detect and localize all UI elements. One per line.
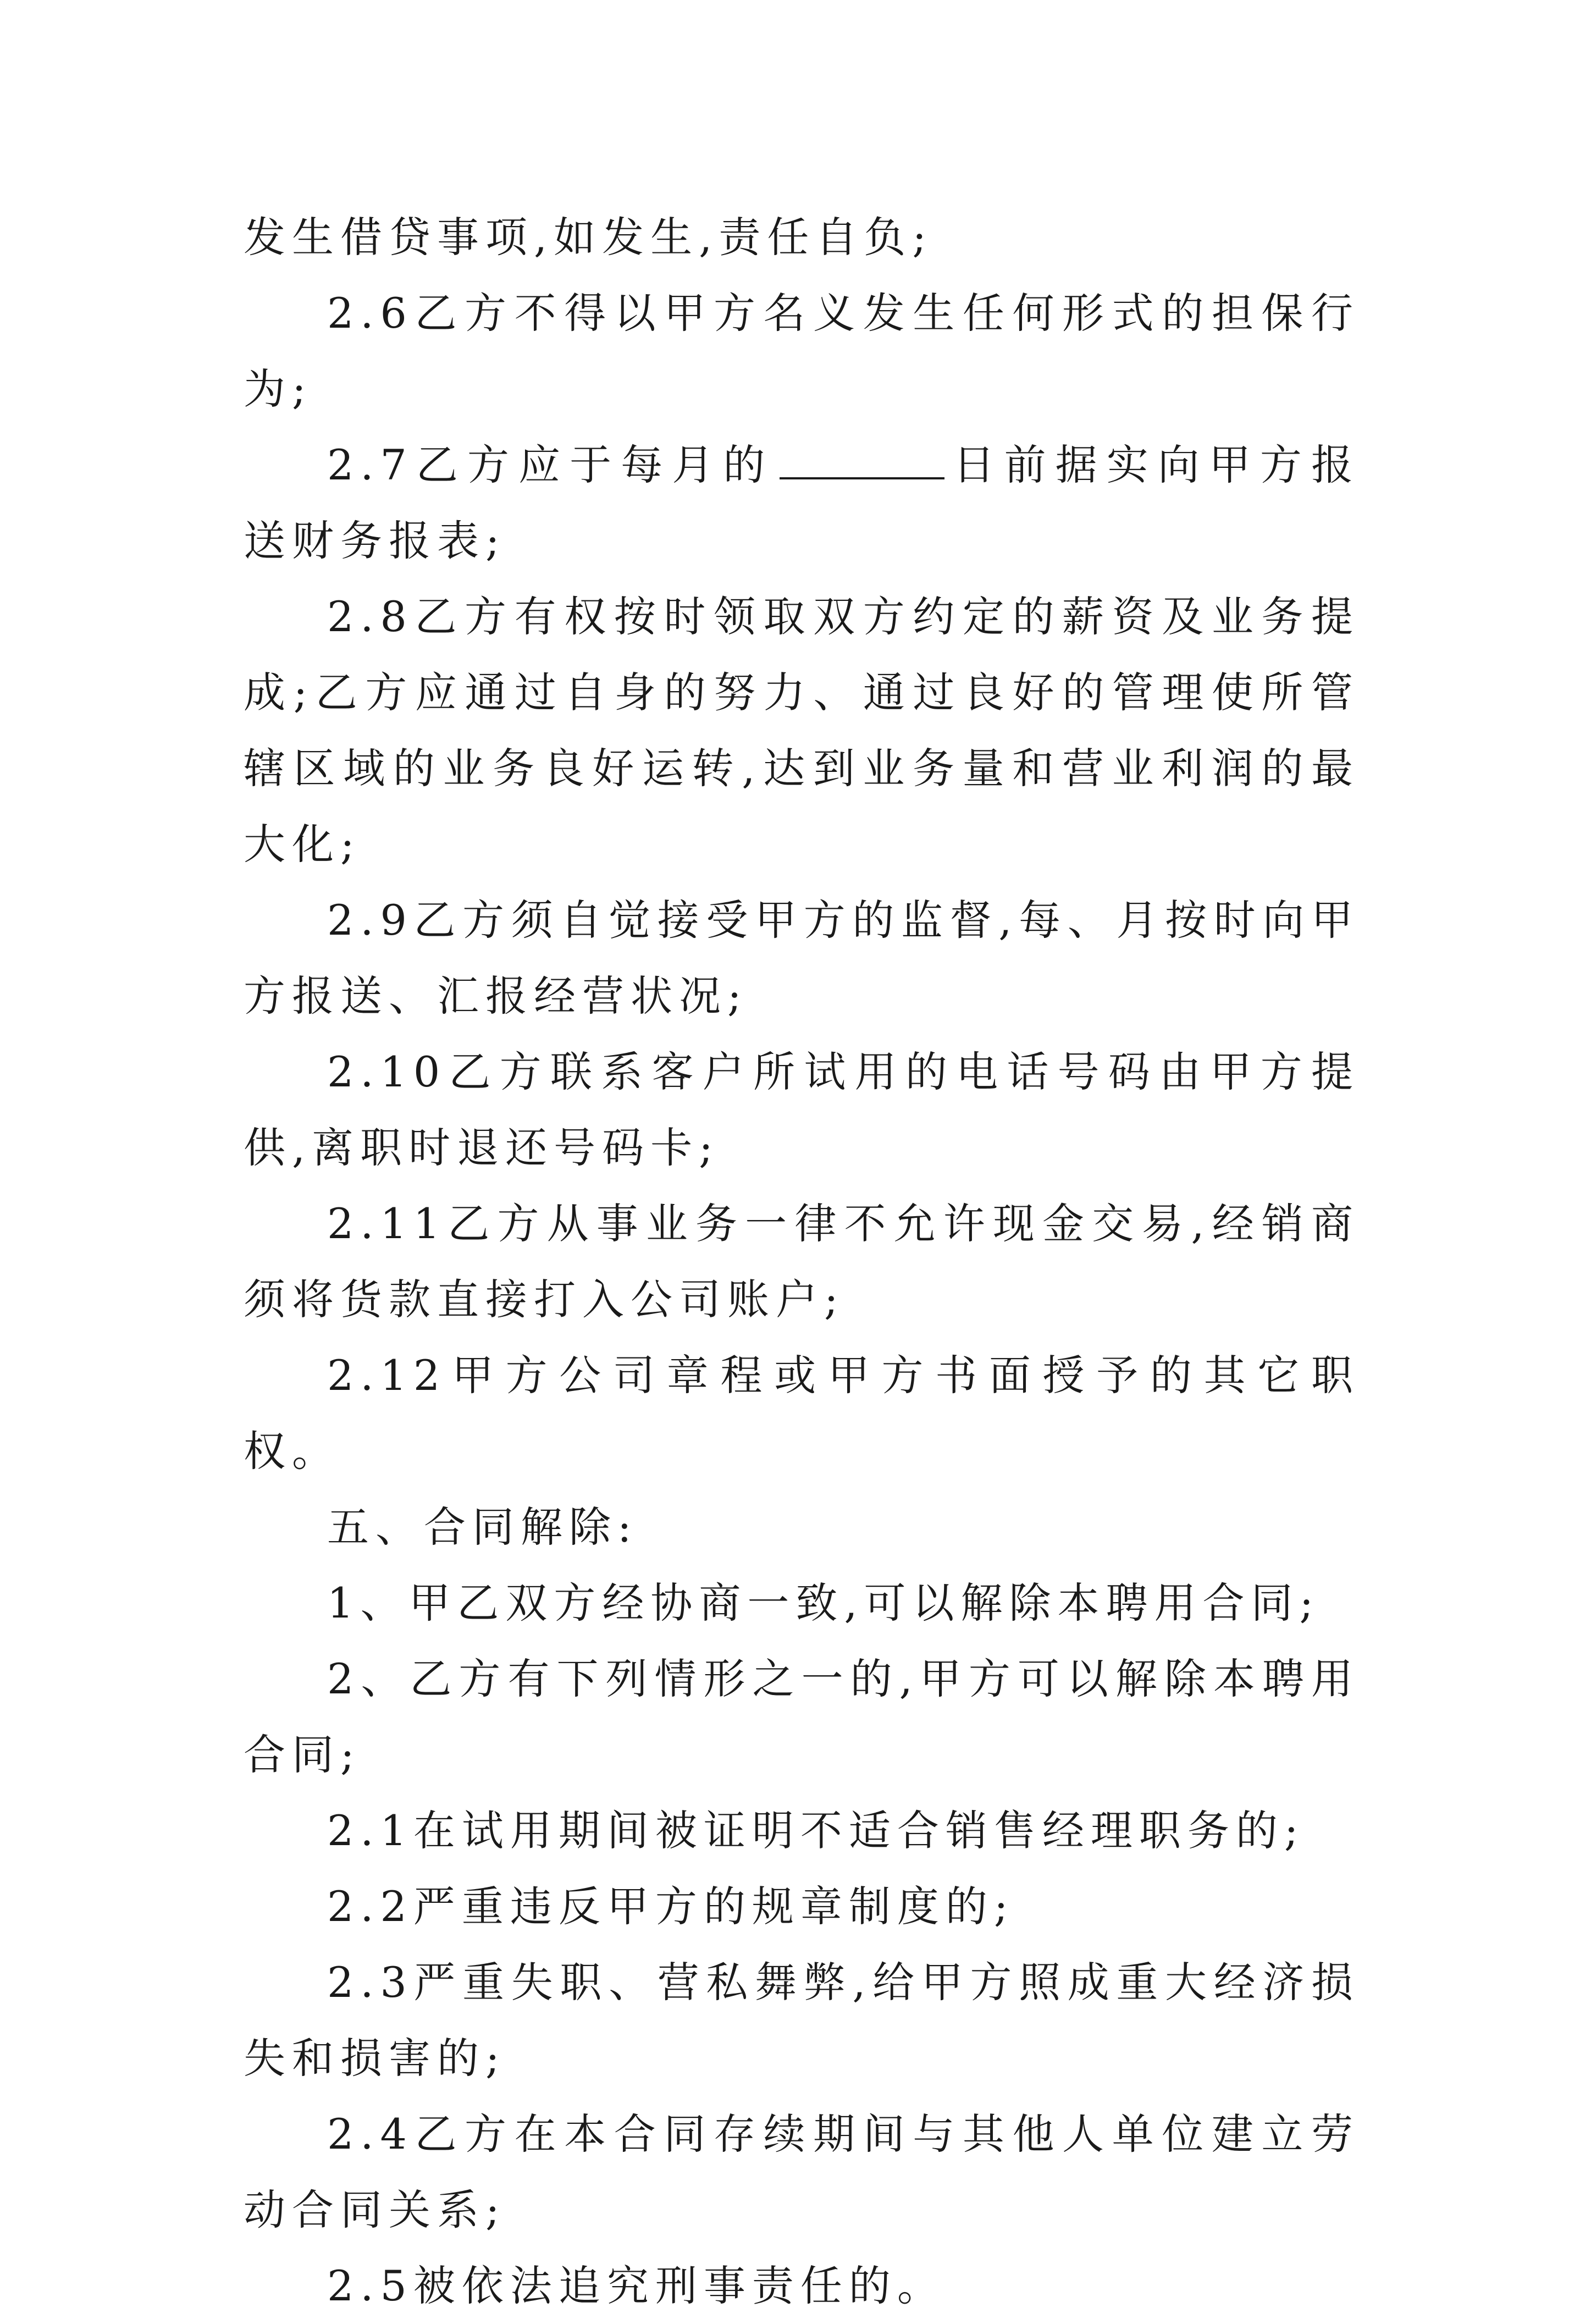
clause-2-6: 2.6乙方不得以甲方名义发生任何形式的担保行为; <box>244 289 1360 413</box>
termination-item-1: 1、甲乙双方经协商一致,可以解除本聘用合同; <box>327 1578 1321 1627</box>
termination-item-2: 2、乙方有下列情形之一的,甲方可以解除本聘用合同; <box>244 1654 1360 1779</box>
clause-2-10: 2.10乙方联系客户所试用的电话号码由甲方提供,离职时退还号码卡; <box>244 1047 1360 1172</box>
termination-clause-2-1: 2.1在试用期间被证明不适合销售经理职务的; <box>327 1806 1305 1855</box>
clause-2-7-after: 日前据实向甲方报送财务报表; <box>244 440 1360 565</box>
clause-2-8: 2.8乙方有权按时领取双方约定的薪资及业务提成;乙方应通过自身的努力、通过良好的管理使所管辖区域的业务良好运转,达到业务量和营业利润的最大化; <box>244 592 1360 869</box>
fill-in-blank-day <box>780 441 944 479</box>
paragraph-continuation: 发生借贷事项,如发生,责任自负; <box>244 213 933 262</box>
clause-2-11: 2.11乙方从事业务一律不允许现金交易,经销商须将货款直接打入公司账户; <box>244 1199 1360 1324</box>
clause-2-9: 2.9乙方须自觉接受甲方的监督,每、月按时向甲方报送、汇报经营状况; <box>244 896 1360 1020</box>
document-body <box>244 200 1360 2324</box>
termination-clause-2-2: 2.2严重违反甲方的规章制度的; <box>327 1882 1015 1931</box>
clause-2-12: 2.12甲方公司章程或甲方书面授予的其它职权。 <box>244 1351 1360 1476</box>
section-heading-contract-termination: 五、合同解除: <box>327 1503 638 1552</box>
termination-clause-2-5: 2.5被依法追究刑事责任的。 <box>327 2261 946 2310</box>
clause-2-7-before: 2.7乙方应于每月的 <box>327 440 775 489</box>
termination-clause-2-4: 2.4乙方在本合同存续期间与其他人单位建立劳动合同关系; <box>244 2110 1360 2234</box>
clause-2-7 <box>244 427 1360 579</box>
termination-clause-2-3: 2.3严重失职、营私舞弊,给甲方照成重大经济损失和损害的; <box>244 1958 1360 2083</box>
